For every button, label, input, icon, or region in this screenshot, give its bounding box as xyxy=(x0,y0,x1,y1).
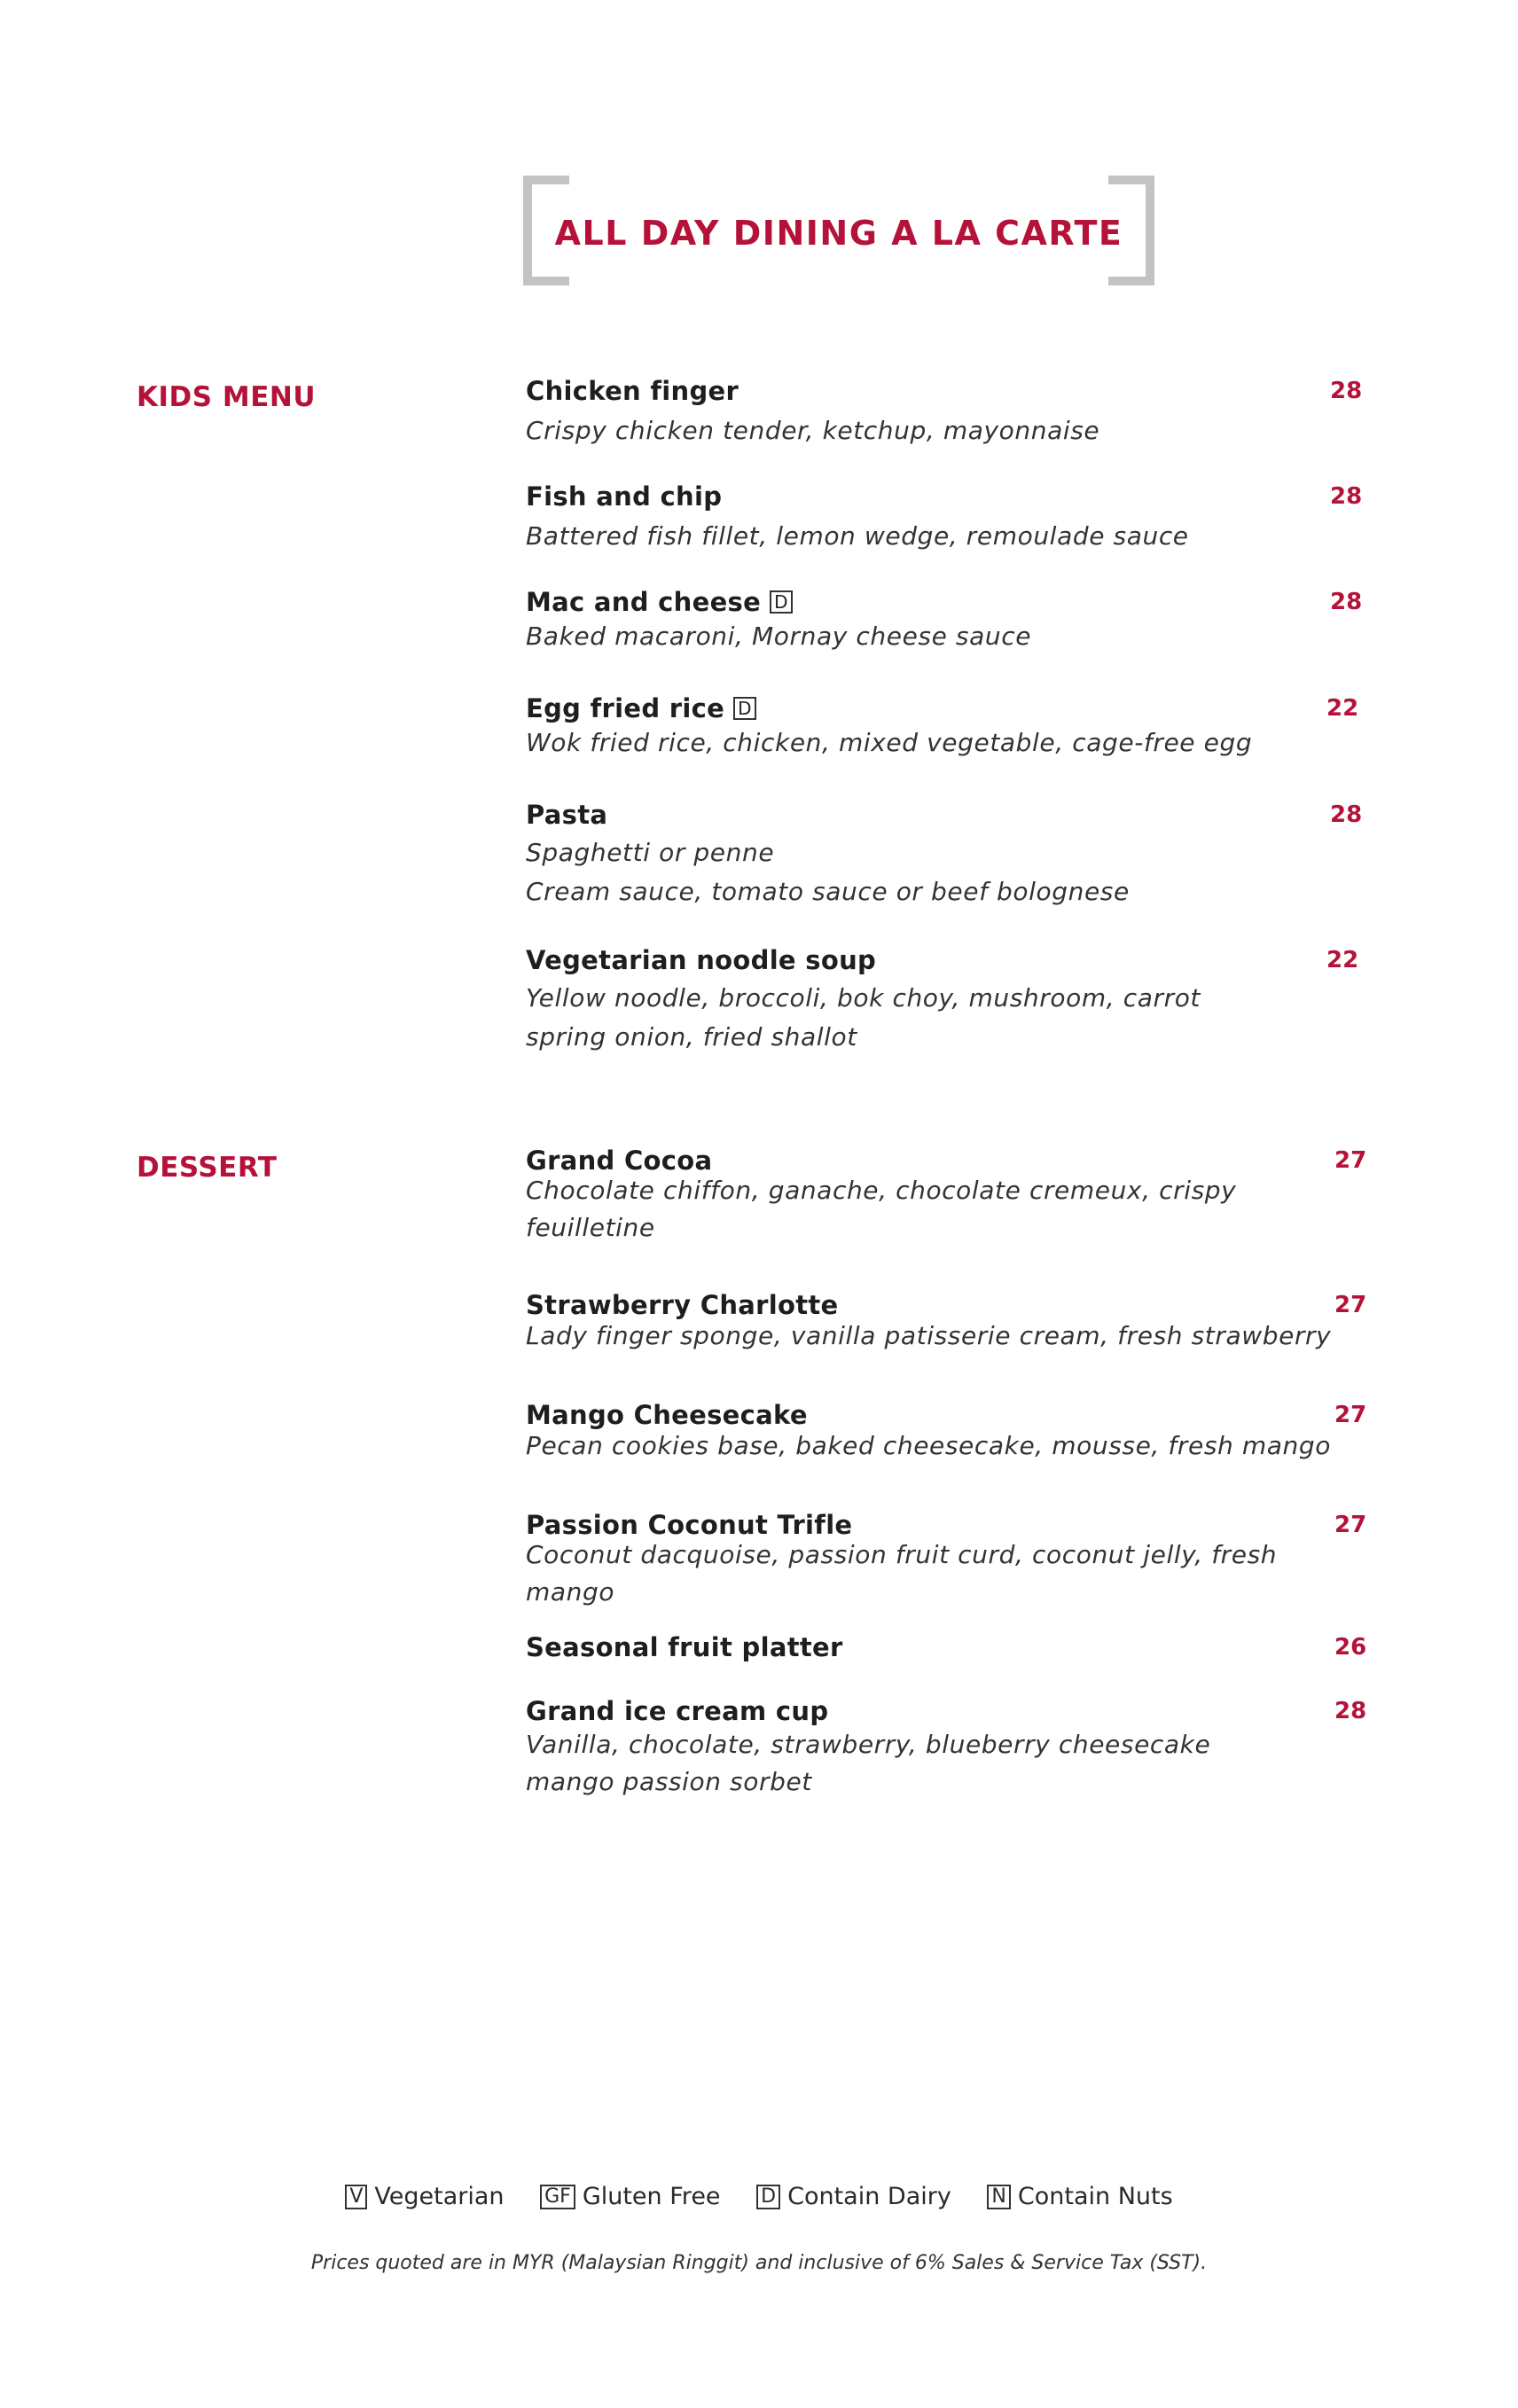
item-price: 28 xyxy=(1330,801,1363,828)
item-price: 28 xyxy=(1330,378,1363,404)
item-description: Lady finger sponge, vanilla patisserie cream, fresh strawberry xyxy=(526,1321,1332,1350)
legend-gluten-free xyxy=(540,2183,720,2210)
item-price: 28 xyxy=(1330,589,1363,615)
item-price: 22 xyxy=(1326,695,1359,722)
item-name: Passion Coconut Trifle xyxy=(526,1510,853,1540)
legend-label: Contain Dairy xyxy=(787,2183,951,2210)
legend-label: Contain Nuts xyxy=(1017,2183,1173,2210)
item-description: Battered fish fillet, lemon wedge, remoulade sauce xyxy=(526,521,1189,551)
dairy-badge: D xyxy=(770,590,793,614)
item-name: Mango Cheesecake xyxy=(526,1400,808,1430)
item-name: Strawberry Charlotte xyxy=(526,1290,839,1320)
legend-contain-dairy xyxy=(756,2183,951,2210)
item-price: 28 xyxy=(1330,483,1363,510)
dietary-legend xyxy=(0,2183,1518,2210)
price-footnote: Prices quoted are in MYR (Malaysian Ringgit) and inclusive of 6% Sales & Service Tax (SST). xyxy=(310,2252,1208,2274)
vegetarian-key: V xyxy=(345,2185,367,2209)
menu-title: ALL DAY DINING A LA CARTE xyxy=(554,214,1123,253)
item-price: 22 xyxy=(1326,947,1359,973)
dairy-badge: D xyxy=(733,697,756,720)
legend-contain-nuts xyxy=(987,2183,1172,2210)
item-name: Grand Cocoa xyxy=(526,1145,713,1176)
item-price: 27 xyxy=(1334,1402,1367,1428)
item-price: 28 xyxy=(1334,1698,1367,1724)
item-description: Pecan cookies base, baked cheesecake, mousse, fresh mango xyxy=(526,1431,1331,1460)
item-description: Baked macaroni, Mornay cheese sauce xyxy=(526,622,1032,651)
item-description: Coconut dacquoise, passion fruit curd, coconut jelly, fresh mango xyxy=(526,1540,1278,1607)
item-description: Spaghetti or penne Cream sauce, tomato sauce or beef bolognese xyxy=(526,838,1130,906)
dairy-key: D xyxy=(756,2185,780,2209)
item-name: Mac and cheese xyxy=(526,587,762,617)
legend-label: Gluten Free xyxy=(582,2183,721,2210)
legend-vegetarian xyxy=(345,2183,504,2210)
item-name: Fish and chip xyxy=(526,481,723,512)
item-name: Pasta xyxy=(526,800,608,830)
item-description: Yellow noodle, broccoli, bok choy, mushroom, carrot spring onion, fried shallot xyxy=(526,983,1201,1052)
item-name: Egg fried rice xyxy=(526,693,725,723)
item-description: Wok fried rice, chicken, mixed vegetable, cage-free egg xyxy=(526,728,1253,757)
item-price: 27 xyxy=(1334,1292,1367,1318)
section-label-dessert: DESSERT xyxy=(137,1152,278,1184)
item-name: Chicken finger xyxy=(526,376,739,406)
item-name: Vegetarian noodle soup xyxy=(526,945,877,975)
legend-label: Vegetarian xyxy=(374,2183,505,2210)
item-description: Crispy chicken tender, ketchup, mayonnaise xyxy=(526,416,1100,445)
section-label-kids-menu: KIDS MENU xyxy=(137,381,317,413)
item-price: 26 xyxy=(1334,1634,1367,1661)
item-name: Grand ice cream cup xyxy=(526,1696,829,1726)
item-name: Seasonal fruit platter xyxy=(526,1632,843,1662)
menu-title-frame xyxy=(523,176,1154,285)
item-price: 27 xyxy=(1334,1512,1367,1538)
item-description: Chocolate chiffon, ganache, chocolate cremeux, crispy feuilletine xyxy=(526,1176,1237,1242)
gluten-free-key: GF xyxy=(540,2185,575,2209)
item-price: 27 xyxy=(1334,1147,1367,1174)
nuts-key: N xyxy=(987,2185,1010,2209)
item-description: Vanilla, chocolate, strawberry, blueberry cheesecake mango passion sorbet xyxy=(526,1730,1211,1796)
